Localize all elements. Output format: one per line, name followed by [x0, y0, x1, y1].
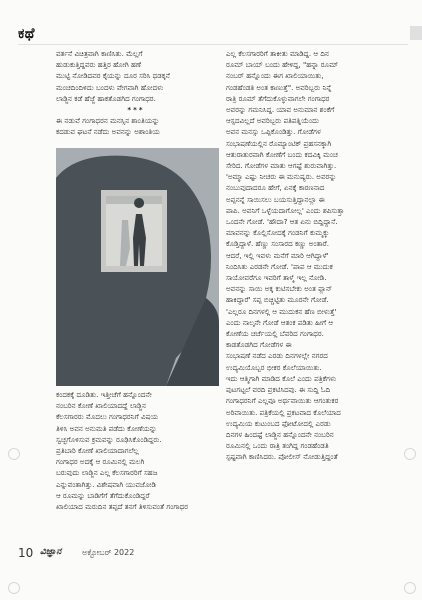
text-line: ಗಂಡಹೆಂಡತಿ ಅಂತ ಕಾಣುತ್ತೆ". ಅವರಿಬ್ಬರು ನಿನ್ನೆ — [226, 82, 332, 92]
text-line: ರೂಮ್ ಬಾಯ್ ಬಂದು ಹೇಳಿದ್ದ, "ಹನ್ನಾ ರೂಮ್ — [226, 60, 339, 70]
text-line: ಹುಡುಕುತ್ತಿದ್ದವರು ಹತ್ತಿರ ಹೋಗಿ ಹಣೆ — [56, 60, 142, 70]
story-illustration — [56, 148, 219, 386]
text-line: ನಂಬರ್ ಹನ್ನೊಂದು ಈಗ ಖಾಲಿಯಾಯಿತು, — [226, 71, 324, 81]
text-line: ಪ್ರತಿಬಾರಿ ಕೋಣೆ ಖಾಲಿಯಾದಾಗಲೆಲ್ಲ — [56, 446, 139, 456]
text-line: ಎನ್ನುವಂತಾಗಿತ್ತು. ವಿಶೇಷವಾಗಿ ಯುವಜೋಡಿ — [56, 479, 156, 489]
text-line: ಆಸ್ಪದವಿಲ್ಲದೆ ಅವರಿಬ್ಬರು ಪತಿಪತ್ನಿಯೆಂದು — [226, 116, 319, 126]
text-line: ಕೋಣೆಯ ಚರ್ಚೆಯಲ್ಲಿ ಬೆವರಿದ ಗಂಗಾಧರ. — [226, 329, 324, 339]
text-line: ಎಲ್ಲ ಕೆಲಸಗಾರರಿಗೆ ತಾಕೀತು ಮಾಡಿದ್ದ. ಆ ದಿನ — [226, 49, 329, 58]
issue-date: ಅಕ್ಟೋಬರ್ 2022 — [82, 548, 135, 557]
text-line: ರಾತ್ರಿ ರೂಮ್ ತೆಗೆದುಕೊಳ್ಳುವಾಗಲೇ ಗಂಗಾಧರ — [226, 93, 330, 103]
text-line: ಇದು ಆತ್ಮಿಗಾಗಿ ಮಾಡಿದ ಕೊಲೆ ಎಂದು ಪತ್ರಿಕೆಗಳು — [226, 373, 337, 383]
section-label: ಕಥೆ — [18, 26, 35, 42]
text-line: ಕದಡುವ ಘಟನೆ ನಡೆದು ಅವನನ್ನು ಅಶಾಂತಿಯ — [56, 127, 160, 137]
registration-mark — [404, 582, 416, 594]
page-footer — [0, 538, 422, 600]
text-line: ಈ ನಡುವೆ ಗಂಗಾಧರನ ಮನಸ್ಸಿನ ಶಾಂತಿಯನ್ನು — [56, 116, 160, 126]
text-line: ಆತುರಾತುರವಾಗಿ ಕೋಣೆಗೆ ಬಂದು ಕದವಿಕ್ಕಿ ಮಂಚ — [226, 149, 338, 159]
text-line: ಒಂದನೇ ಗೋಡೆ. 'ಹೌದಾ? ಆತ ಏನು ಬಿದ್ದಿದ್ದಾನೆ. — [226, 217, 338, 227]
text-line: ಮುಟ್ಟಿ ನೋಡಿದವರ ಕೈಯನ್ನು ದೂರ ಸರಿಸಿ ಧಡಕ್ಕನೆ — [56, 71, 170, 81]
text-line: ಉದ್ಯಮಿಯ ಕುಟುಂಬದ ಫೋಟೋದಲ್ಲಿ ಎರಡು — [226, 418, 331, 428]
text-line: ಗಂಗಾಧರ ಅದಕ್ಕೆ ಆ ರೂಮಿನಲ್ಲಿ ಮಲಗಿ — [56, 457, 145, 467]
left-column-top — [56, 48, 216, 138]
text-line: ಗಂಗಾಧರನಿಗೆ ಎಲ್ಲವೂ ಅರ್ಥವಾಯಿತು ಆಗಂತುಕರ — [226, 396, 339, 406]
text-line: ಕಾಡತೊಡಗಿದ ಗೋಡೆಗಳ ಈ — [226, 340, 292, 350]
text-line: ಅವರನ್ನು ಗಮನಿಸಿದ್ದ. ಯಾವ ಅನುಮಾನ ಶಂಕೆಗೆ — [226, 105, 335, 115]
text-line: ಹಾಕಿದ್ದಾರೆ' ಸಪ್ಪ ಬಿಚ್ಚಿಟ್ಟಿತು ಮೂರನೇ ಗೋಡೆ. — [226, 295, 329, 305]
text-line: ಕೊಡ್ತಿದ್ದಾಳೆ. ಹೆಣ್ಣು ಸಂಸಾರದ ಕಣ್ಣು ಅಂತಾರೆ. — [226, 239, 330, 249]
text-line: ಸ್ವಚ್ಛಗೊಳಿಸುವ ಕ್ರಮವನ್ನು ರೂಢಿಸಿಕೊಂಡಿದ್ದರು. — [56, 434, 162, 444]
text-line: ಮಂಚದಿಂದಿಳಿದು ಬಂದಳು ವೇಗವಾಗಿ ಹೋದಳು — [56, 82, 164, 92]
header-divider — [18, 44, 408, 45]
text-line: ದಿನಗಳ ಹಿಂದಷ್ಟೆ ಲಾಡ್ಜಿನ ಹನ್ನೊಂದನೇ ನಂಬರಿನ — [226, 429, 334, 439]
registration-mark — [8, 582, 20, 594]
magazine-brand: ವಿಜ್ಞಾನ — [40, 547, 62, 557]
silhouette-illustration — [56, 148, 219, 386]
left-column-bottom — [56, 389, 216, 512]
text-line: ವರ್ತನೆ ವಿಚಿತ್ರವಾಗಿ ಕಾಣಿಸಿತು. ಮೆಲ್ಲಗೆ — [56, 49, 143, 58]
registration-mark — [404, 448, 416, 460]
text-line: ಪಾಪಿ. ಅವನಿಗೆ ಒಳ್ಳೆಯದಾಗೋಲ್ಲ' ಎಂದು ಶಪಿಸುತ್ತಾ — [226, 205, 345, 215]
registration-mark — [8, 448, 20, 460]
text-line: ಖಾಲಿಯಾದ ಮರುದಿನ ತಪ್ಪದೆ ತನಗೆ ತಿಳಿಸುವಂತೆ ಗಂಗಾಧರ — [56, 502, 189, 512]
text-line: ಸಾಯೋವರೆಗೂ ಇವರಿಗೆ ತಾಳ್ಮೆ ಇಲ್ಲ ನೋಡಿ. — [226, 273, 327, 283]
text-line: ಕೆಲಸಗಾರರು ಮೊದಲು ಗಂಗಾಧರನಿಗೆ ವಿಷಯ — [56, 412, 158, 422]
text-line: ಸೇರಿದ. ಗೋಡೆಗಳ ಮಾತು ಆಗಷ್ಟೆ ಶುರುವಾಗಿತ್ತು. — [226, 161, 337, 171]
text-line: ನಂಬರಿನ ಕೋಣೆ ಖಾಲಿಯಾದದ್ದೆ ಲಾಡ್ಜಿನ — [56, 401, 146, 411]
text-line: ಅವನನ್ನು ಸಾಯಿ ಅಕ್ಕ ಕುಟಿಸಬೇಕು ಅಂತ ಪ್ಲಾನ್ — [226, 284, 333, 294]
paragraph — [56, 48, 216, 104]
text-line: ಅವನ ಮನಸ್ಸು ಒಪ್ಪಿಕೊಂಡಿತ್ತು. ಗೋಡೆಗಳ — [226, 127, 321, 137]
paragraph — [56, 115, 216, 137]
text-line: ಸಂಭಾಷಣೆಯಲ್ಲಿನ ರೊಮ್ಯಾಂಟಿಕ್ ಪ್ರಹಸನಕ್ಕಾಗಿ — [226, 138, 332, 148]
text-line: ನಿಂದಿಸಿತು ಎರಡನೇ ಗೋಡೆ. 'ಪಾಪ ಆ ಮುದುಕ — [226, 261, 333, 271]
page-header — [0, 0, 422, 46]
text-line: ತಿಳಿಸಿ ಅವನ ಅನುಮತಿ ಪಡೆದು ಕೋಣೆಯನ್ನು — [56, 423, 157, 433]
text-line: ಆ ರೂಮನ್ನು ಬಾಡಿಗೆಗೆ ತೆಗೆದುಕೊಂಡಿದ್ದರೆ — [56, 490, 150, 500]
text-line: 'ಅಮ್ಮಾ ಎಷ್ಟು ನೀಚರು ಈ ಮನುಷ್ಯರು. ಅವರನ್ನು — [226, 172, 337, 182]
text-line: ಮಾವನನ್ನು ಕೊಲ್ಲಿಸೋದಕ್ಕೆ ಗಂಡನಿಗೆ ಕುಮ್ಮಕ್ಕು — [226, 228, 330, 238]
text-line: ಲಾಡ್ಜಿನ ಕಡೆ ಹೆಜ್ಜೆ ಹಾಕತೊಡಗಿದ ಗಂಗಾಧರ. — [56, 93, 156, 103]
text-line: ಪುಟಗಟ್ಟಲೆ ವರದಿ ಪ್ರಕಟಿಸಿದವು. ಈ ಸುದ್ದಿ ಓದಿ — [226, 385, 331, 395]
section-separator: *** — [127, 105, 145, 115]
text-line: ಕಂದಕಕ್ಕೆ ದೂಡಿತು. ಇತ್ತೀಚೆಗೆ ಹನ್ನೊಂದನೇ — [56, 390, 152, 399]
text-line: ಸಂಭಾಷಣೆ ನಡೆದ ಎರಡು ದಿನಗಳಲ್ಲೇ ನಗರದ — [226, 351, 328, 361]
text-line: ಅರಿವಾಯಿತು. ಪತ್ರಿಕೆಯಲ್ಲಿ ಪ್ರಕಟವಾದ ಕೊಲೆಯಾದ — [226, 407, 341, 417]
text-line: ಆದರೆ, ಇಲ್ಲಿ ಇವಳು ಮನೆಗೆ ಮಾರಿ ಆಗಿದ್ದಾಳೆ' — [226, 250, 329, 260]
text-line: ಬರುವುದು ಲಾಡ್ಜಿನ ಎಲ್ಲ ಕೆಲಸಗಾರರಿಗೆ ಸಹಜ — [56, 468, 158, 478]
text-line: ಸ್ಪಷ್ಟವಾಗಿ ಕಾಣಿಸಿದರು. ಪೋಲೀಸ್ ನೋಡುತ್ತಿದ್ದಂತೆ — [226, 452, 338, 462]
text-line: ಉದ್ಯಮಿಯೊಬ್ಬರ ಭೀಕರ ಕೊಲೆಯಾಯಿತು. — [226, 362, 322, 372]
page-number: 10 — [18, 546, 34, 560]
text-line: 'ಎಲ್ಲರೂ ದಿನಗಳಲ್ಲಿ ಆ ಮುದುಕನ ಹೆಣ ಬೀಳುತ್ತೆ' — [226, 306, 337, 316]
text-line: ಅಪ್ಪನನ್ನೆ ಸಾಯಿಸಲು ಬಯಸುತ್ತಿದ್ದಾನಲ್ಲಾ ಈ — [226, 194, 325, 204]
text-line: ನಂಬುವುದಾದರೂ ಹೇಗೆ, ಏನಕ್ಕೆ ಕಾರಣನಾದ — [226, 183, 325, 193]
text-line: ಎಂದು ನಾಲ್ಕನೇ ಗೋಡೆ ಆತಂಕ ಪಡಿತು ಹೀಗೆ ಆ — [226, 317, 334, 327]
page-corner-accent — [410, 26, 422, 40]
text-line: ರೂಮಿನಲ್ಲಿ ಒಂದು ರಾತ್ರಿ ತಂಗಿದ್ದ ಗಂಡಹೆಂಡತಿ — [226, 441, 329, 451]
right-column — [226, 48, 390, 463]
